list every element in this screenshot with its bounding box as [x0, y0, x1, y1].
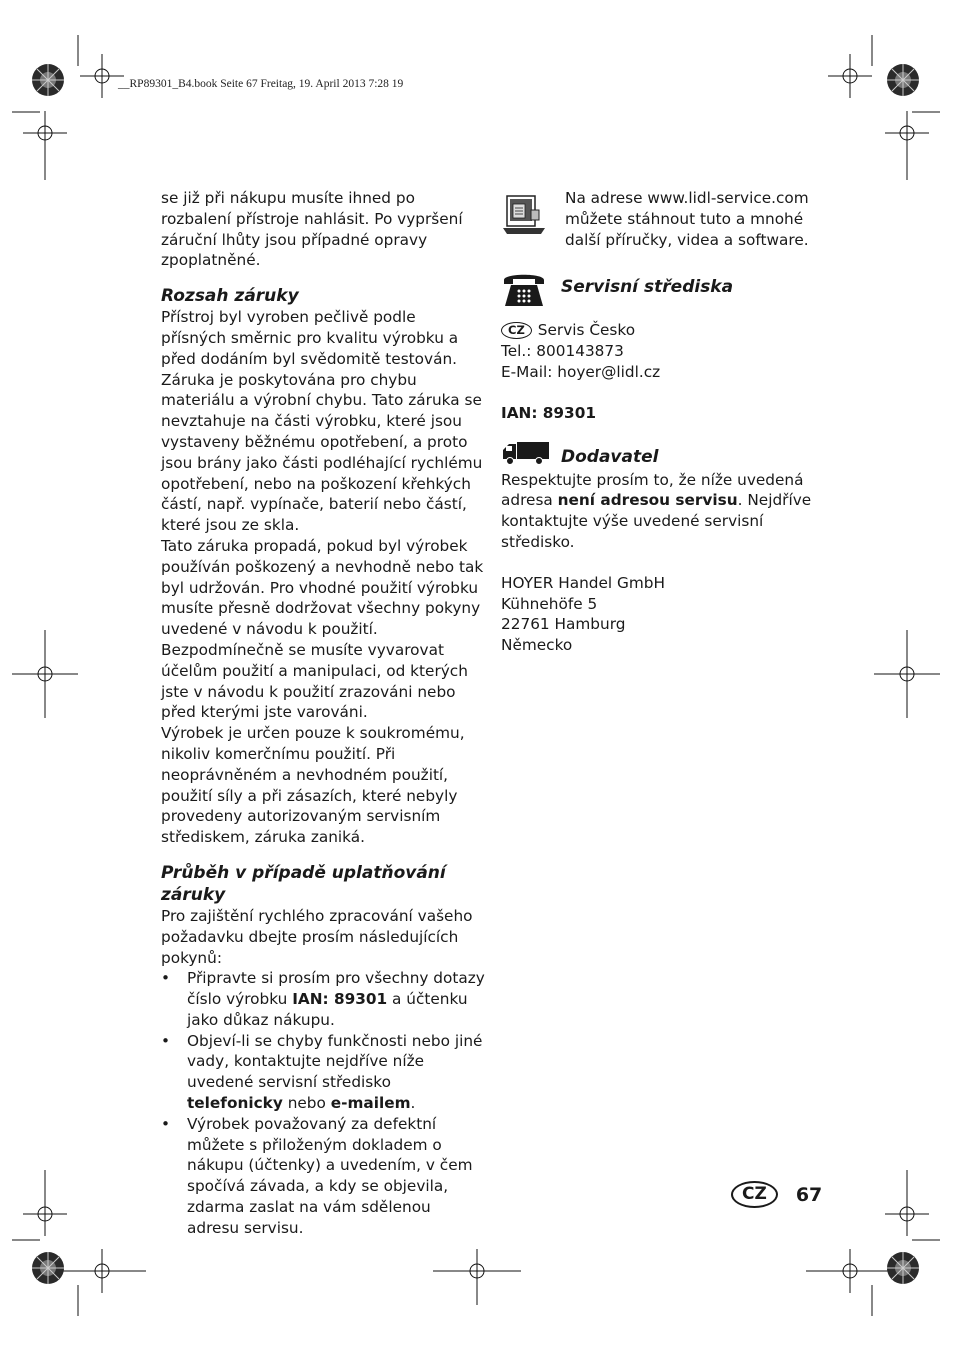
left-column: [161, 188, 485, 1239]
scope-paragraph-4: Výrobek je určen pouze k soukromému, nikoliv komerčnímu použití. Při neoprávněném a nevhodném použití, použití síly a při zásazích, které nebyly provedeny autorizovaným servisním střediskem, záruka zaniká.: [161, 724, 465, 847]
registration-mark-icon: [80, 54, 124, 98]
address-line: 22761 Hamburg: [501, 615, 626, 634]
registration-mark-icon: [828, 54, 872, 98]
page-number: 67: [795, 1183, 823, 1206]
download-text: Na adrese www.lidl-service.com můžete stáhnout tuto a mnohé další příručky, videa a software.: [565, 189, 809, 249]
download-block: [501, 188, 831, 250]
color-target-icon: [32, 1252, 64, 1284]
color-target-icon: [32, 64, 64, 96]
page-footer: [731, 1181, 822, 1208]
registration-mark-icon: [874, 630, 940, 718]
address-line: Kühnehöfe 5: [501, 594, 598, 613]
service-heading: Servisní střediska: [561, 277, 734, 298]
service-phone: Tel.: 800143873: [501, 342, 624, 361]
claim-heading: Průběh v případě uplatňování záruky: [161, 862, 446, 905]
registration-mark-icon: [885, 1170, 929, 1236]
registration-mark-icon: [885, 111, 929, 180]
scope-paragraph-3: Tato záruka propadá, pokud byl výrobek používán poškozený a nevhodně nebo tak byl udržován. Pro vhodné použití výrobku musíte přesně dodržovat všechny pokyny uvedené v návodu k použití. Bezpodmínečně se musíte vyvarovat účelům použití a manipulaci, od kterých jste v návodu k použití zrazováni nebo před kterými jste varováni.: [161, 536, 484, 722]
registration-mark-icon: [23, 1170, 67, 1236]
ian-number: IAN: 89301: [501, 403, 596, 422]
cz-country-badge: CZ: [501, 322, 532, 339]
claim-intro: Pro zajištění rychlého zpracování vašeho požadavku dbejte prosím následujících pokynů:: [161, 906, 473, 967]
list-item: • Připravte si prosím pro všechny dotazy číslo výrobku IAN: 89301 a účtenku jako důkaz nákupu.: [161, 968, 485, 1030]
registration-mark-icon: [433, 1249, 521, 1305]
book-info-line: __RP89301_B4.book Seite 67 Freitag, 19. April 2013 7:28 19: [118, 78, 404, 90]
supplier-heading: Dodavatel: [561, 446, 659, 467]
supplier-address: [501, 573, 831, 656]
list-item: • Objeví-li se chyby funkčnosti nebo jiné vady, kontaktujte nejdříve níže uvedené servisní středisko telefonicky nebo e-mailem.: [161, 1031, 485, 1114]
registration-mark-icon: [806, 1249, 894, 1293]
registration-mark-icon: [23, 111, 67, 180]
color-target-icon: [887, 64, 919, 96]
color-target-icon: [887, 1252, 919, 1284]
address-line: HOYER Handel GmbH: [501, 573, 665, 592]
cz-country-badge: CZ: [731, 1181, 778, 1208]
scope-paragraph-2: Záruka je poskytována pro chybu materiálu a výrobní chybu. Tato záruka se nevztahuje na části výrobku, které jsou vystaveny běžnému opotřebení, a proto jsou brány jako části podléhající rychlému opotřebení, nebo na poškození křehkých částí, např. vypínače, baterií nebo částí, které jsou ze skla.: [161, 370, 483, 535]
right-column: [501, 188, 831, 656]
service-email: E-Mail: hoyer@lidl.cz: [501, 362, 661, 381]
intro-paragraph: se již při nákupu musíte ihned po rozbalení přístroje nahlásit. Po vypršení záruční lhůty jsou případné opravy zpoplatněné.: [161, 189, 463, 270]
supplier-heading-row: [501, 446, 831, 470]
address-line: Německo: [501, 636, 573, 655]
service-heading-row: [501, 272, 831, 312]
delivery-truck-icon: [501, 440, 551, 466]
telephone-icon: [501, 270, 547, 308]
list-item: • Výrobek považovaný za defektní můžete s přiloženým dokladem o nákupu (účtenky) a uvedením, v čem spočívá závada, a kdy se objevila, zdarma zaslat na vám sdělenou adresu servisu.: [161, 1114, 485, 1239]
service-location: CZ Servis Česko: [501, 320, 831, 341]
registration-mark-icon: [12, 630, 78, 718]
supplier-notice: Respektujte prosím to, že níže uvedená adresa není adresou servisu. Nejdříve kontaktujte výše uvedené servisní středisko.: [501, 470, 812, 551]
scope-heading: Rozsah záruky: [161, 286, 299, 307]
scope-paragraph-1: Přístroj byl vyroben pečlivě podle přísných směrnic pro kvalitu výrobku a před dodáním byl svědomitě testován.: [161, 308, 459, 368]
claim-steps-list: [161, 968, 485, 1238]
registration-mark-icon: [58, 1249, 146, 1293]
computer-download-icon: [501, 194, 547, 236]
